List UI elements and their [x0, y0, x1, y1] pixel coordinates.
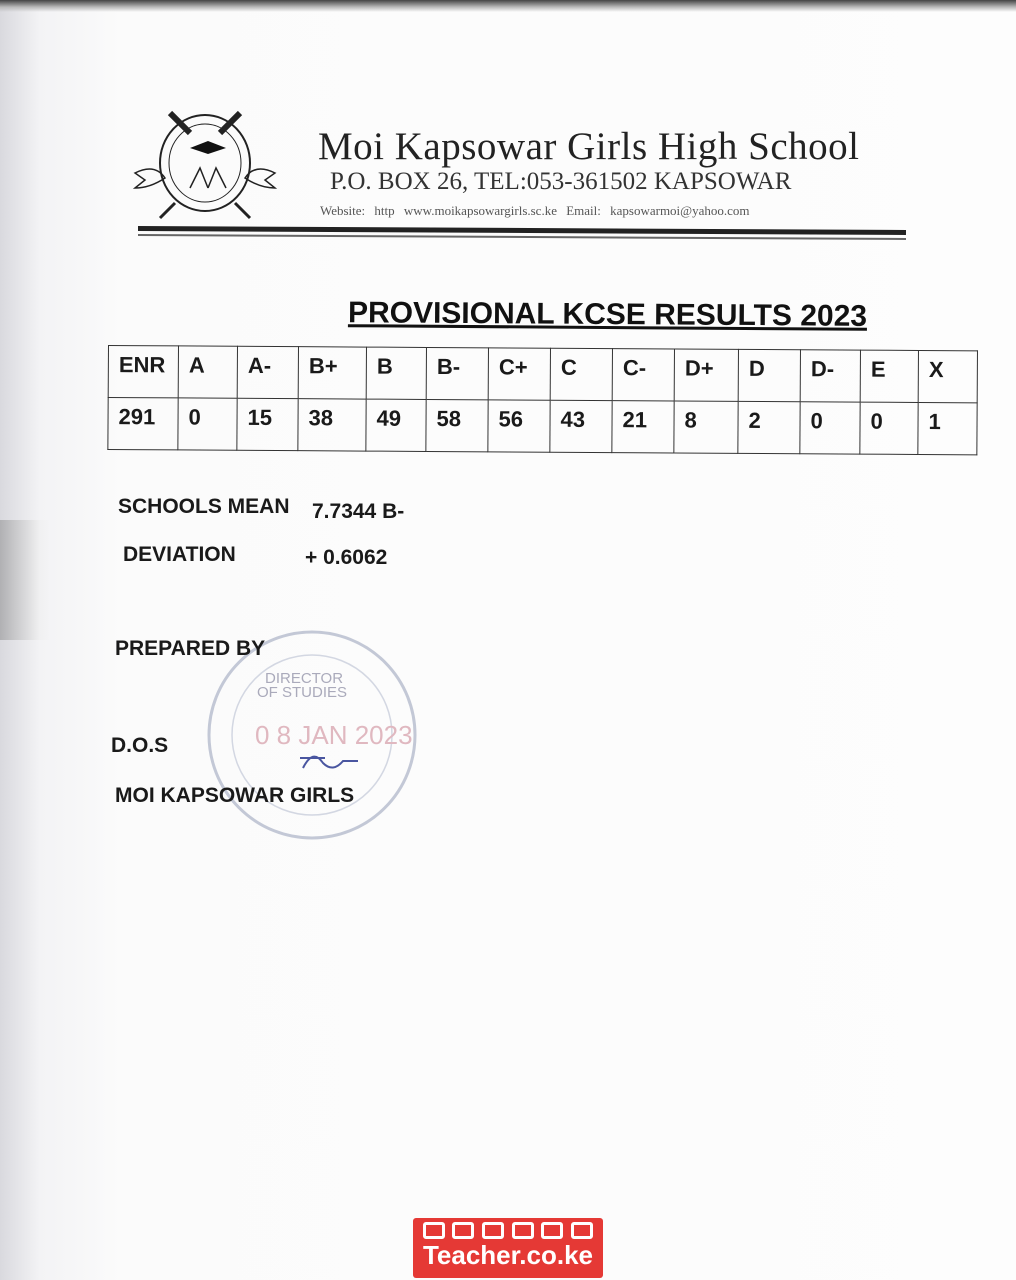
grade-header: D-	[800, 350, 860, 402]
grade-header: ENR	[108, 346, 178, 398]
deviation-label: DEVIATION	[123, 543, 236, 566]
schools-mean-label: SCHOOLS MEAN	[118, 495, 290, 518]
deviation-value: + 0.6062	[305, 546, 388, 569]
grade-count: 1	[918, 402, 977, 454]
grade-header: E	[860, 350, 918, 402]
table-header-row	[108, 346, 977, 403]
grade-header: B	[366, 347, 426, 399]
stamp-line-1: DIRECTOR	[265, 670, 344, 687]
school-name: Moi Kapsowar Girls High School	[318, 125, 860, 168]
school-address: P.O. BOX 26, TEL:053-361502 KAPSOWAR	[330, 168, 792, 195]
grade-count: 0	[800, 402, 860, 454]
grade-count: 8	[674, 401, 738, 453]
grade-header: B+	[298, 347, 366, 399]
prepared-by-label: PREPARED BY	[115, 637, 266, 660]
grade-header: D	[738, 349, 800, 401]
header-divider-thin	[138, 234, 906, 240]
watermark-text: Teacher.co.ke	[422, 1240, 594, 1270]
signatory-school: MOI KAPSOWAR GIRLS	[115, 784, 355, 807]
grade-count: 15	[237, 398, 298, 450]
stamp-line-2: OF STUDIES	[257, 684, 348, 701]
grade-header: X	[918, 350, 977, 402]
grade-count: 2	[738, 401, 800, 453]
document-title: PROVISIONAL KCSE RESULTS 2023	[347, 296, 868, 333]
signatory-role: D.O.S	[111, 734, 169, 757]
grade-count: 43	[550, 400, 612, 452]
grade-header: C-	[612, 349, 674, 401]
school-crest-logo	[130, 108, 280, 223]
grade-header: B-	[426, 347, 488, 399]
grade-header: A-	[237, 346, 298, 398]
watermark-logo	[413, 1218, 603, 1278]
schools-mean-value: 7.7344 B-	[312, 500, 405, 523]
scan-edge	[0, 0, 1016, 12]
grade-count: 38	[298, 399, 366, 451]
grade-header: C+	[488, 348, 550, 400]
grade-header: A	[178, 346, 237, 398]
school-contacts: Website: http www.moikapsowargirls.sc.ke Email: kapsowarmoi@yahoo.com	[320, 203, 750, 218]
table-row	[108, 398, 977, 455]
grade-count: 291	[108, 398, 178, 450]
grade-count: 58	[426, 399, 488, 451]
grade-header: D+	[674, 349, 738, 401]
scan-shadow	[0, 520, 50, 640]
grade-count: 21	[612, 401, 674, 453]
grade-count: 49	[366, 399, 426, 451]
grade-header: C	[550, 348, 612, 400]
results-table	[107, 345, 978, 455]
grade-count: 0	[178, 398, 237, 450]
grade-count: 0	[860, 402, 918, 454]
grade-count: 56	[488, 400, 550, 452]
stamp-date: 0 8 JAN 2023	[255, 720, 413, 750]
